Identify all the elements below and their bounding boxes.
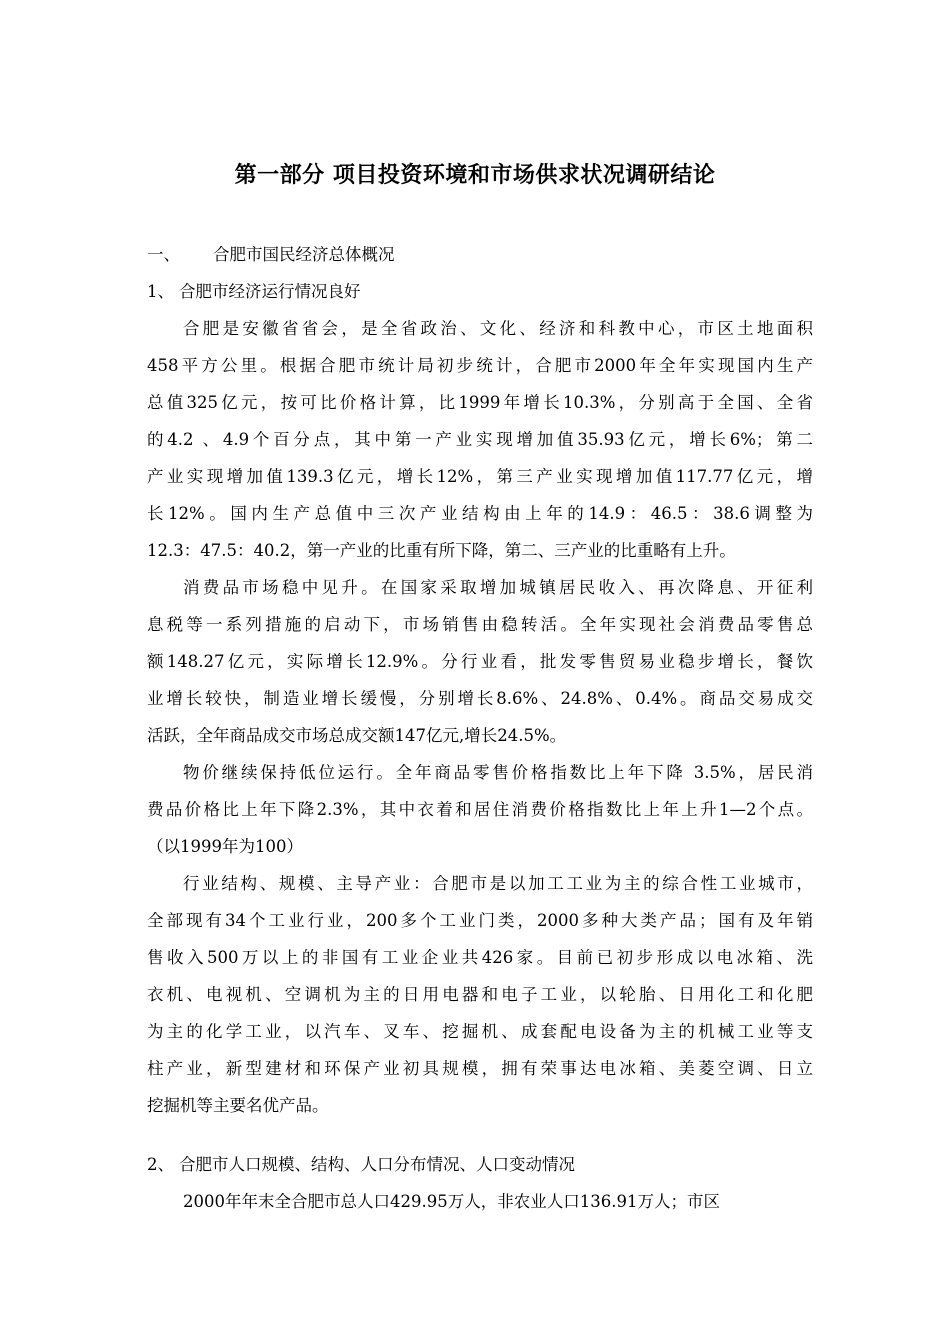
paragraph-line: 衣机、电视机、空调机为主的日用电器和电子工业，以轮胎、日用化工和化肥: [147, 985, 813, 1004]
paragraph-line: 业增长较快，制造业增长缓慢，分别增长8.6%、24.8%、0.4%。商品交易成交: [147, 689, 813, 708]
subsection-number: 2、: [147, 1155, 174, 1174]
document-body: [147, 236, 813, 1220]
paragraph-line: 长12%。国内生产总值中三次产业结构由上年的14.9：46.5：38.6调整为: [147, 504, 813, 523]
paragraph-line: 合肥是安徽省省会，是全省政治、文化、经济和科教中心，市区土地面积: [183, 319, 813, 338]
paragraph-line: 12.3：47.5：40.2，第一产业的比重有所下降，第二、三产业的比重略有上升。: [147, 541, 736, 560]
paragraph-line: 费品价格比上年下降2.3%，其中衣着和居住消费价格指数比上年上升1—2个点。: [147, 800, 813, 819]
subsection-title: 合肥市人口规模、结构、人口分布情况、人口变动情况: [179, 1155, 575, 1174]
paragraph-population: [147, 1183, 813, 1220]
paragraph-line: 活跃，全年商品成交市场总成交额147亿元,增长24.5%。: [147, 726, 567, 745]
paragraph-line: 全部现有34个工业行业，200多个工业门类，2000多种大类产品；国有及年销: [147, 911, 813, 930]
subsection-heading: [147, 1146, 813, 1183]
paragraph-line: 行业结构、规模、主导产业：合肥市是以加工工业为主的综合性工业城市，: [183, 874, 813, 893]
paragraph-line: 总值325亿元，按可比价格计算，比1999年增长10.3%，分别高于全国、全省: [147, 393, 813, 412]
paragraph-line: 为主的化学工业，以汽车、叉车、挖掘机、成套配电设备为主的机械工业等支: [147, 1022, 813, 1041]
subsection-number: 1、: [147, 282, 174, 301]
subsection-heading: [147, 273, 813, 310]
paragraph-line: 消费品市场稳中见升。在国家采取增加城镇居民收入、再次降息、开征利: [183, 578, 813, 597]
subsection-title: 合肥市经济运行情况良好: [179, 282, 361, 301]
paragraph-line: 柱产业，新型建材和环保产业初具规模，拥有荣事达电冰箱、美菱空调、日立: [147, 1059, 813, 1078]
paragraph-line: 息税等一系列措施的启动下，市场销售由稳转活。全年实现社会消费品零售总: [147, 615, 813, 634]
paragraph-line: 的4.2 、4.9个百分点，其中第一产业实现增加值35.93亿元，增长6%；第二: [147, 430, 813, 449]
paragraph-prices: [147, 754, 813, 865]
paragraph-line: 物价继续保持低位运行。全年商品零售价格指数比上年下降 3.5%，居民消: [183, 763, 813, 782]
paragraph-spacer: [147, 1124, 813, 1146]
page-title: 第一部分 项目投资环境和市场供求状况调研结论: [234, 162, 716, 188]
paragraph-economy: [147, 310, 813, 569]
section-title: 合肥市国民经济总体概况: [213, 245, 395, 264]
paragraph-line: 458平方公里。根据合肥市统计局初步统计，合肥市2000年全年实现国内生产: [147, 356, 813, 375]
paragraph-line: 额148.27亿元，实际增长12.9%。分行业看，批发零售贸易业稳步增长，餐饮: [147, 652, 813, 671]
section-heading: [147, 236, 813, 273]
paragraph-line: 产业实现增加值139.3亿元，增长12%，第三产业实现增加值117.77亿元，增: [147, 467, 813, 486]
paragraph-consumer-market: [147, 569, 813, 754]
paragraph-line: 售收入500万以上的非国有工业企业共426家。目前已初步形成以电冰箱、洗: [147, 948, 813, 967]
paragraph-line: 挖掘机等主要名优产品。: [147, 1096, 329, 1115]
paragraph-line: 2000年年末全合肥市总人口429.95万人，非农业人口136.91万人；市区: [183, 1192, 720, 1211]
paragraph-line: （以1999年为100）: [147, 837, 303, 856]
section-number: 一、: [147, 245, 180, 264]
paragraph-industry: [147, 865, 813, 1124]
